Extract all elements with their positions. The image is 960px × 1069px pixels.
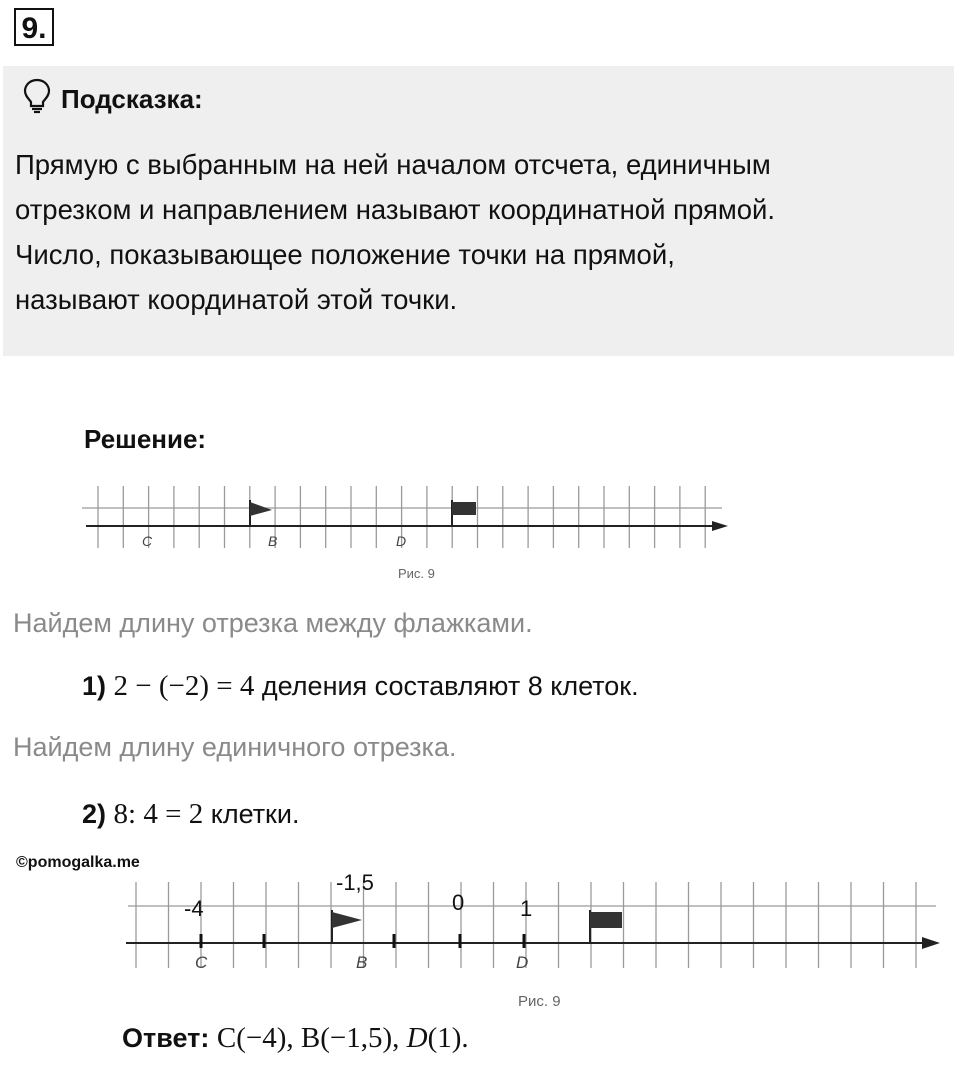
step-2-text: клетки.: [203, 799, 300, 829]
right-flag: [590, 910, 622, 943]
solution-title: Решение:: [84, 424, 207, 454]
left-flag: [332, 910, 362, 943]
hint-text: [15, 142, 945, 322]
answer-d-coordinate: (1).: [427, 1022, 469, 1054]
hint-line: называют координатой этой точки.: [15, 284, 458, 315]
hint-line: Прямую с выбранным на ней началом отсчета, единичным: [15, 149, 771, 180]
step-1-label: 1): [82, 671, 107, 701]
figure-2-number-line: [118, 868, 948, 1018]
hint-line: Число, показывающее положение точки на прямой,: [15, 239, 675, 270]
figure-1-number-line: [82, 478, 742, 588]
step-1-text: деления составляют 8 клеток.: [254, 671, 639, 701]
lightbulb-icon: [23, 78, 51, 121]
step-2-label: 2): [82, 799, 107, 829]
watermark: ©pomogalka.me: [16, 854, 140, 871]
answer: [122, 1022, 469, 1055]
point-label-c: C: [142, 533, 153, 549]
answer-d-letter: D: [406, 1022, 428, 1054]
point-label-d: D: [396, 533, 407, 549]
coordinate-label-minus-1-5: -1,5: [336, 870, 374, 895]
answer-label: Ответ:: [122, 1023, 210, 1053]
figure-caption: Рис. 9: [398, 566, 435, 581]
text-find-unit-segment: Найдем длину единичного отрезка.: [13, 732, 457, 762]
text-find-flag-segment: Найдем длину отрезка между флажками.: [13, 608, 533, 638]
coordinate-label-1: 1: [520, 896, 533, 921]
figure-caption: Рис. 9: [518, 993, 561, 1010]
task-number: 9.: [14, 8, 54, 46]
hint-title: Подсказка:: [61, 84, 203, 114]
answer-text: C(−4), B(−1,5),: [216, 1022, 407, 1054]
step-1: [82, 670, 639, 703]
hint-line: отрезком и направлением называют координатной прямой.: [15, 194, 776, 225]
step-2: [82, 798, 299, 831]
hint-box: [3, 66, 954, 356]
point-label-c: C: [195, 953, 208, 972]
step-2-expression: 8: 4 = 2: [113, 798, 204, 830]
left-flag: [250, 500, 272, 526]
step-1-expression: 2 − (−2) = 4: [113, 670, 255, 702]
point-label-b: B: [356, 953, 368, 972]
right-flag: [452, 500, 476, 526]
coordinate-label-0: 0: [452, 890, 465, 915]
point-label-b: B: [268, 533, 278, 549]
point-label-d: D: [516, 953, 529, 972]
coordinate-label-minus-4: -4: [184, 896, 204, 921]
hint-header: [23, 78, 203, 121]
